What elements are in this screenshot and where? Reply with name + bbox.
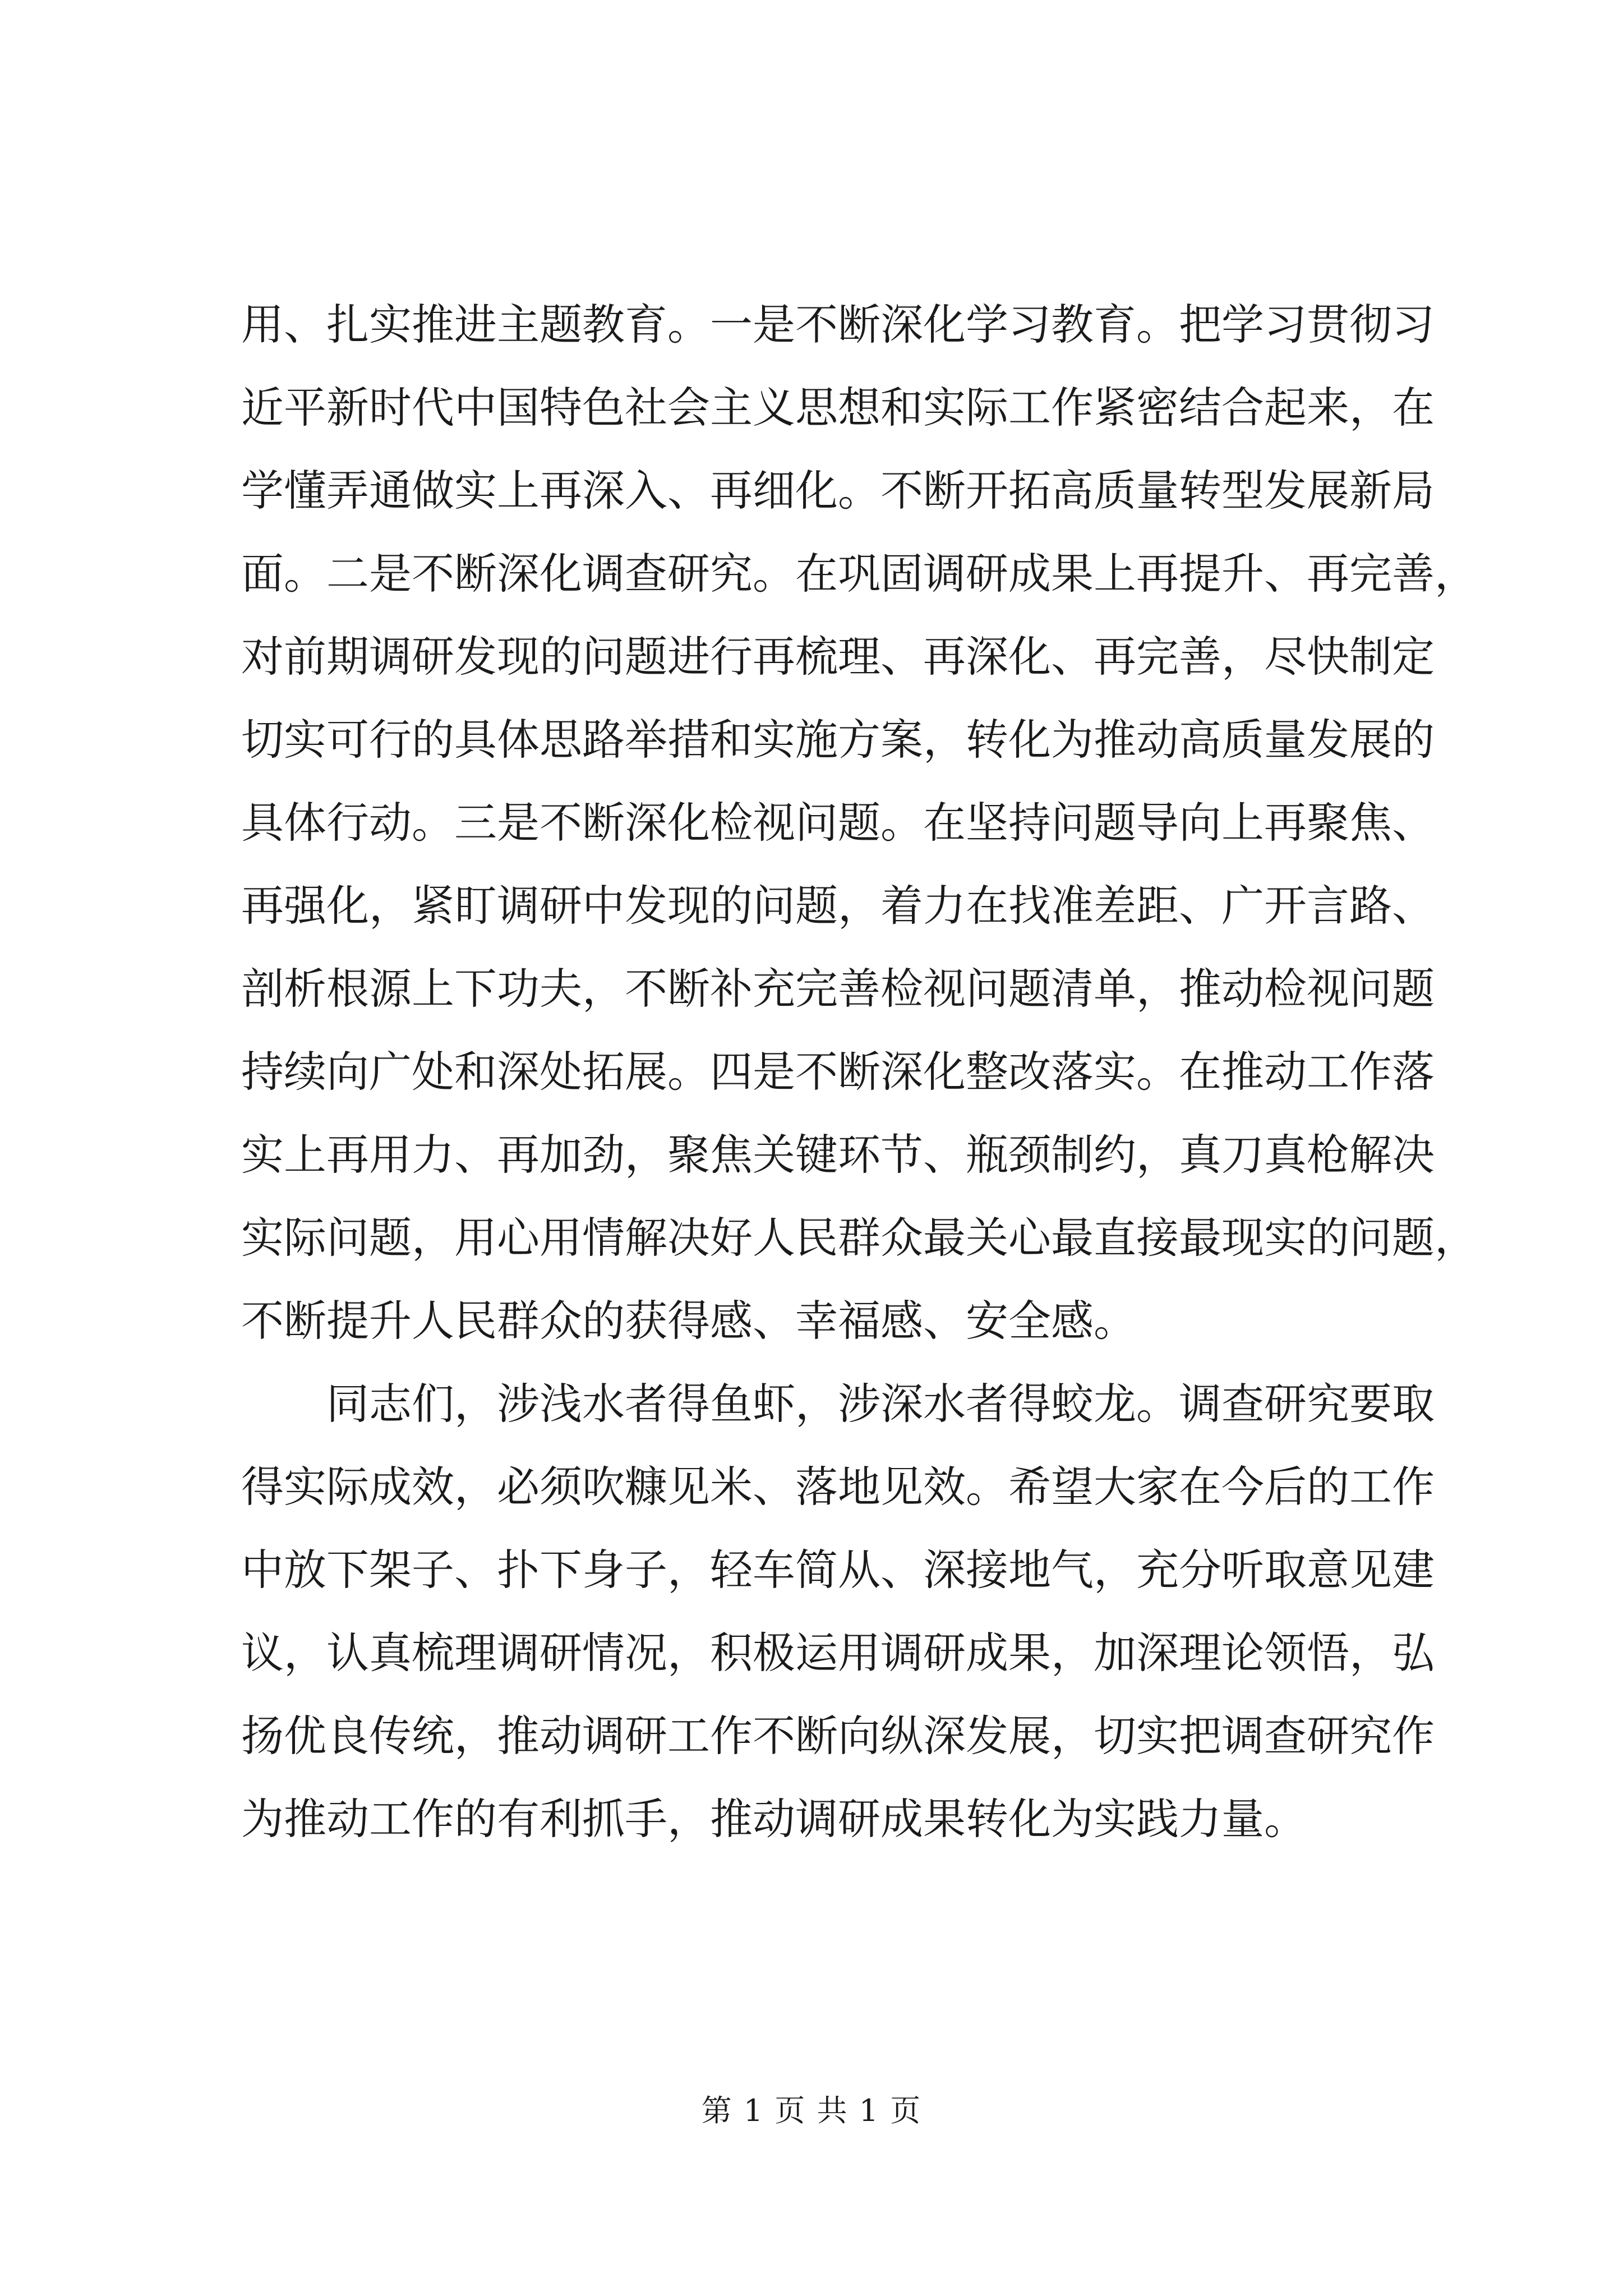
text-line: 切实可行的具体思路举措和实施方案，转化为推动高质量发展的 [241, 715, 1435, 765]
text-line: 扬优良传统，推动调研工作不断向纵深发展，切实把调查研究作 [241, 1711, 1435, 1761]
text-line: 近平新时代中国特色社会主义思想和实际工作紧密结合起来，在 [241, 383, 1435, 432]
text-line: 剖析根源上下功夫，不断补充完善检视问题清单，推动检视问题 [241, 964, 1435, 1014]
text-line: 用、扎实推进主题教育。一是不断深化学习教育。把学习贯彻习 [241, 300, 1435, 349]
page-number-label: 第 1 页 共 1 页 [701, 2093, 922, 2128]
text-line: 同志们，涉浅水者得鱼虾，涉深水者得蛟龙。调查研究要取 [241, 1379, 1435, 1429]
text-line: 具体行动。三是不断深化检视问题。在坚持问题导向上再聚焦、 [241, 798, 1435, 848]
text-line: 中放下架子、扑下身子，轻车简从、深接地气，充分听取意见建 [241, 1545, 1435, 1595]
text-line: 议，认真梳理调研情况，积极运用调研成果，加深理论领悟，弘 [241, 1628, 1435, 1678]
document-body [241, 283, 1477, 1861]
text-line: 对前期调研发现的问题进行再梳理、再深化、再完善，尽快制定 [241, 632, 1435, 682]
paragraph [241, 1363, 1435, 1861]
text-line: 学懂弄通做实上再深入、再细化。不断开拓高质量转型发展新局 [241, 466, 1435, 516]
text-line: 得实际成效，必须吹糠见米、落地见效。希望大家在今后的工作 [241, 1462, 1435, 1512]
text-line: 实际问题，用心用情解决好人民群众最关心最直接最现实的问题， [241, 1213, 1477, 1263]
text-line: 持续向广处和深处拓展。四是不断深化整改落实。在推动工作落 [241, 1047, 1435, 1097]
text-line: 实上再用力、再加劲，聚焦关键环节、瓶颈制约，真刀真枪解决 [241, 1130, 1435, 1180]
paragraph [241, 283, 1477, 1363]
text-line: 不断提升人民群众的获得感、幸福感、安全感。 [241, 1296, 1136, 1346]
page-footer [0, 2087, 1623, 2130]
text-line: 为推动工作的有利抓手，推动调研成果转化为实践力量。 [241, 1794, 1307, 1844]
text-line: 面。二是不断深化调查研究。在巩固调研成果上再提升、再完善， [241, 549, 1477, 599]
text-line: 再强化，紧盯调研中发现的问题，着力在找准差距、广开言路、 [241, 881, 1435, 931]
